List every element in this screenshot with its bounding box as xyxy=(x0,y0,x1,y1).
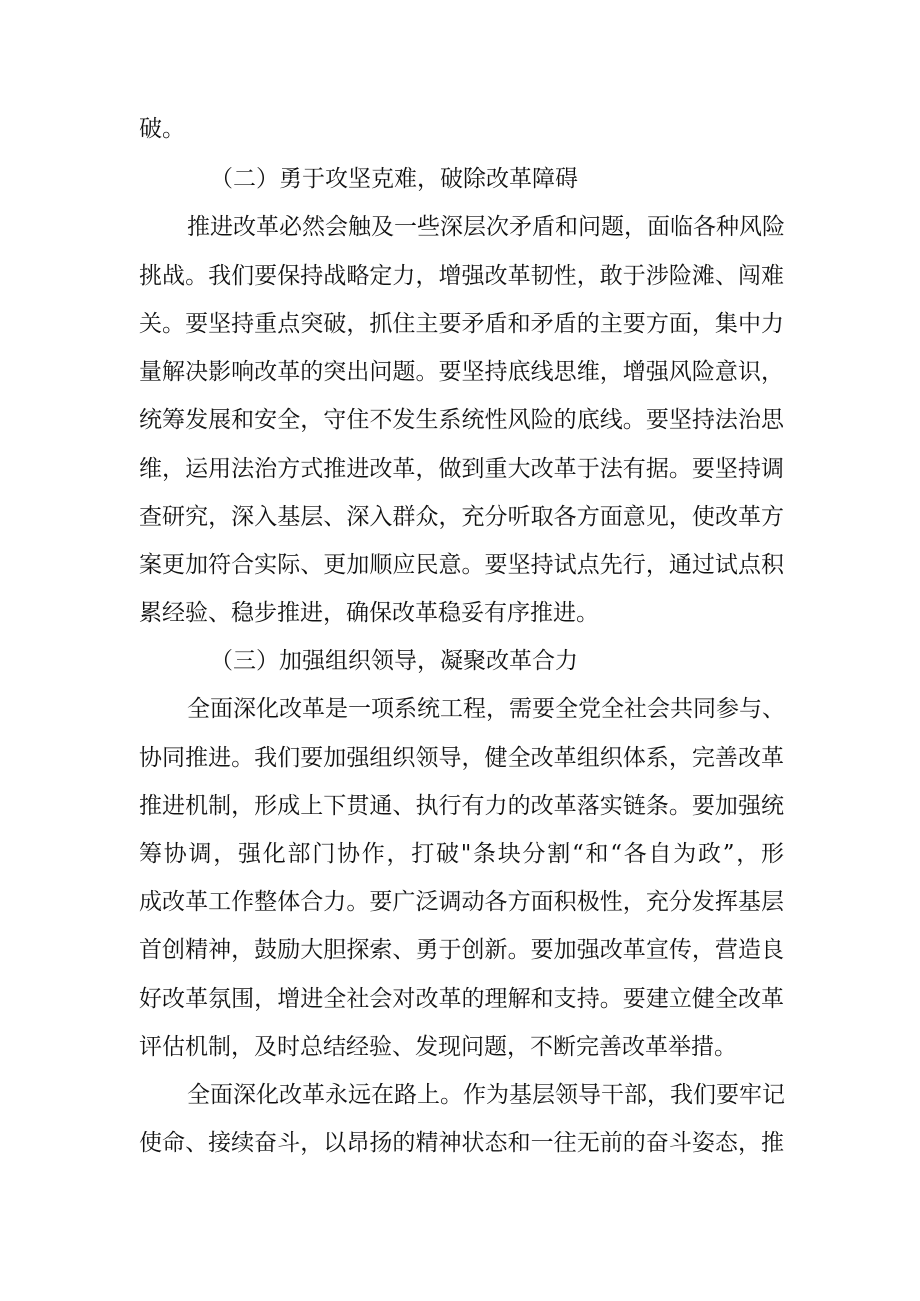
text-line: 使命、接续奋斗，以昂扬的精神状态和一往无前的奋斗姿态，推 xyxy=(139,1130,784,1156)
text-line: 统筹发展和安全，守住不发生系统性风险的底线。要坚持法治思 xyxy=(139,407,784,433)
text-line: 推进机制，形成上下贯通、执行有力的改革落实链条。要加强统 xyxy=(139,793,784,819)
text-line: 量解决影响改革的突出问题。要坚持底线思维，增强风险意识， xyxy=(139,359,784,385)
text-line: 关。要坚持重点突破，抓住主要矛盾和矛盾的主要方面，集中力 xyxy=(139,311,784,337)
text-line: 推进改革必然会触及一些深层次矛盾和问题，面临各种风险 xyxy=(187,214,785,240)
text-line: 协同推进。我们要加强组织领导，健全改革组织体系，完善改革 xyxy=(139,745,784,771)
text-line: 全面深化改革永远在路上。作为基层领导干部，我们要牢记 xyxy=(187,1082,785,1108)
text-line: 筹协调，强化部门协作，打破"条块分割“和“各自为政”，形 xyxy=(139,841,784,867)
text-line: 维，运用法治方式推进改革，做到重大改革于法有据。要坚持调 xyxy=(139,456,784,482)
text-line: 案更加符合实际、更加顺应民意。要坚持试点先行，通过试点积 xyxy=(139,552,784,578)
text-line: 成改革工作整体合力。要广泛调动各方面积极性，充分发挥基层 xyxy=(139,889,784,915)
text-line: 好改革氛围，增进全社会对改革的理解和支持。要建立健全改革 xyxy=(139,986,784,1012)
text-line: 破。 xyxy=(139,116,185,142)
text-line: 全面深化改革是一项系统工程，需要全党全社会共同参与、 xyxy=(187,696,785,722)
text-line: 挑战。我们要保持战略定力，增强改革韧性，敢于涉险滩、闯难 xyxy=(139,263,784,289)
text-line: 首创精神，鼓励大胆探索、勇于创新。要加强改革宣传，营造良 xyxy=(139,937,784,963)
section-heading: （三）加强组织领导，凝聚改革合力 xyxy=(210,648,578,674)
text-line: 累经验、稳步推进，确保改革稳妥有序推进。 xyxy=(139,600,599,626)
text-line: 查研究，深入基层、深入群众，充分听取各方面意见，使改革方 xyxy=(139,504,784,530)
section-heading: （二）勇于攻坚克难，破除改革障碍 xyxy=(210,166,578,192)
text-line: 评估机制，及时总结经验、发现问题，不断完善改革举措。 xyxy=(139,1034,737,1060)
